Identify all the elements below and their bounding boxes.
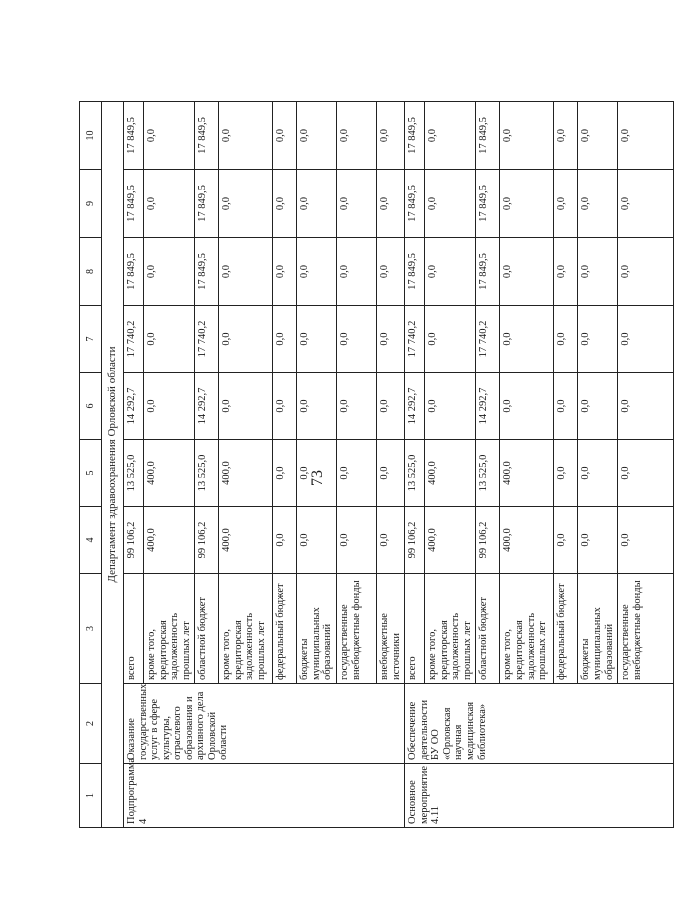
amount-cell: 0,0 (578, 507, 618, 574)
column-number-cell: 10 (80, 102, 102, 170)
amount-cell: 0,0 (618, 440, 674, 507)
amount-cell: 17 849,5 (195, 102, 219, 170)
amount-cell: 0,0 (554, 170, 578, 238)
amount-cell: 0,0 (273, 306, 297, 373)
amount-cell: 17 849,5 (405, 102, 425, 170)
program-name-cell: Оказание государственных услуг в сфере культуры, отраслевого образования и архивного дела Орловской области (124, 684, 405, 764)
table-row (405, 102, 425, 828)
amount-cell: 17 849,5 (195, 238, 219, 306)
amount-cell: 0,0 (425, 170, 476, 238)
amount-cell: 0,0 (425, 102, 476, 170)
amount-cell: 0,0 (219, 306, 273, 373)
amount-cell: 17 849,5 (405, 170, 425, 238)
amount-cell: 0,0 (425, 373, 476, 440)
amount-cell: 0,0 (377, 238, 405, 306)
column-number-cell: 1 (80, 764, 102, 828)
column-number-cell: 8 (80, 238, 102, 306)
amount-cell: 400,0 (425, 507, 476, 574)
amount-cell: 0,0 (377, 170, 405, 238)
funding-source-cell: внебюджетные источники (377, 574, 405, 684)
amount-cell: 0,0 (578, 238, 618, 306)
program-code-cell: Основное мероприятие 4.11 (405, 764, 674, 828)
amount-cell: 14 292,7 (195, 373, 219, 440)
department-row (102, 102, 124, 828)
amount-cell: 0,0 (297, 238, 337, 306)
amount-cell: 0,0 (337, 102, 377, 170)
amount-cell: 0,0 (337, 440, 377, 507)
amount-cell: 0,0 (144, 306, 195, 373)
amount-cell: 0,0 (578, 306, 618, 373)
amount-cell: 0,0 (578, 440, 618, 507)
amount-cell: 400,0 (425, 440, 476, 507)
funding-source-cell: бюджеты муниципальных образований (297, 574, 337, 684)
amount-cell: 17 849,5 (124, 238, 144, 306)
amount-cell: 0,0 (273, 170, 297, 238)
department-cell: Департамент здравоохранения Орловской области (102, 102, 124, 828)
amount-cell: 0,0 (273, 102, 297, 170)
amount-cell: 0,0 (297, 306, 337, 373)
amount-cell: 0,0 (500, 306, 554, 373)
amount-cell: 0,0 (337, 238, 377, 306)
amount-cell: 0,0 (144, 170, 195, 238)
column-number-cell: 2 (80, 684, 102, 764)
amount-cell: 0,0 (273, 440, 297, 507)
amount-cell: 0,0 (297, 507, 337, 574)
amount-cell: 17 849,5 (476, 170, 500, 238)
amount-cell: 0,0 (425, 306, 476, 373)
amount-cell: 0,0 (337, 507, 377, 574)
amount-cell: 0,0 (377, 102, 405, 170)
amount-cell: 17 849,5 (124, 170, 144, 238)
amount-cell: 13 525,0 (195, 440, 219, 507)
amount-cell: 0,0 (500, 238, 554, 306)
amount-cell: 0,0 (554, 440, 578, 507)
amount-cell: 13 525,0 (476, 440, 500, 507)
page-number: 73 (309, 470, 326, 486)
funding-source-cell: бюджеты муниципальных образований (578, 574, 618, 684)
amount-cell: 0,0 (297, 170, 337, 238)
amount-cell: 0,0 (377, 306, 405, 373)
funding-source-cell: кроме того, кредиторская задолженность прошлых лет (144, 574, 195, 684)
funding-source-cell: всего (124, 574, 144, 684)
funding-source-cell: кроме того, кредиторская задолженность прошлых лет (500, 574, 554, 684)
rotated-table-wrapper (79, 102, 644, 828)
column-number-cell: 3 (80, 574, 102, 684)
amount-cell: 400,0 (219, 440, 273, 507)
funding-source-cell: областной бюджет (195, 574, 219, 684)
amount-cell: 0,0 (337, 306, 377, 373)
amount-cell: 17 849,5 (476, 238, 500, 306)
funding-source-cell: всего (405, 574, 425, 684)
amount-cell: 99 106,2 (124, 507, 144, 574)
amount-cell: 0,0 (618, 306, 674, 373)
amount-cell: 0,0 (144, 102, 195, 170)
amount-cell: 0,0 (273, 507, 297, 574)
amount-cell: 0,0 (500, 102, 554, 170)
amount-cell: 0,0 (144, 238, 195, 306)
amount-cell: 400,0 (144, 507, 195, 574)
amount-cell: 0,0 (297, 102, 337, 170)
amount-cell: 400,0 (500, 507, 554, 574)
amount-cell: 99 106,2 (195, 507, 219, 574)
amount-cell: 0,0 (554, 373, 578, 440)
funding-source-cell: кроме того, кредиторская задолженность прошлых лет (425, 574, 476, 684)
amount-cell: 17 740,2 (476, 306, 500, 373)
amount-cell: 13 525,0 (405, 440, 425, 507)
amount-cell: 14 292,7 (124, 373, 144, 440)
table-body (80, 102, 674, 828)
amount-cell: 0,0 (618, 373, 674, 440)
amount-cell: 400,0 (219, 507, 273, 574)
amount-cell: 0,0 (297, 373, 337, 440)
column-number-cell: 9 (80, 170, 102, 238)
column-number-cell: 5 (80, 440, 102, 507)
amount-cell: 0,0 (219, 102, 273, 170)
amount-cell: 400,0 (500, 440, 554, 507)
funding-source-cell: федеральный бюджет (554, 574, 578, 684)
amount-cell: 0,0 (273, 373, 297, 440)
amount-cell: 0,0 (297, 440, 337, 507)
column-number-cell: 6 (80, 373, 102, 440)
amount-cell: 17 849,5 (195, 170, 219, 238)
column-number-cell: 4 (80, 507, 102, 574)
amount-cell: 17 740,2 (124, 306, 144, 373)
amount-cell: 0,0 (377, 507, 405, 574)
amount-cell: 400,0 (144, 440, 195, 507)
amount-cell: 0,0 (554, 102, 578, 170)
amount-cell: 0,0 (377, 440, 405, 507)
amount-cell: 0,0 (425, 238, 476, 306)
amount-cell: 17 849,5 (124, 102, 144, 170)
funding-source-cell: кроме того, кредиторская задолженность прошлых лет (219, 574, 273, 684)
amount-cell: 0,0 (554, 238, 578, 306)
column-number-cell: 7 (80, 306, 102, 373)
amount-cell: 0,0 (219, 238, 273, 306)
amount-cell: 0,0 (377, 373, 405, 440)
amount-cell: 99 106,2 (405, 507, 425, 574)
amount-cell: 14 292,7 (476, 373, 500, 440)
amount-cell: 0,0 (500, 170, 554, 238)
amount-cell: 0,0 (144, 373, 195, 440)
amount-cell: 0,0 (578, 102, 618, 170)
funding-source-cell: федеральный бюджет (273, 574, 297, 684)
amount-cell: 0,0 (578, 170, 618, 238)
amount-cell: 14 292,7 (405, 373, 425, 440)
header-row (80, 102, 102, 828)
amount-cell: 0,0 (618, 170, 674, 238)
amount-cell: 0,0 (219, 373, 273, 440)
table-row (124, 102, 144, 828)
amount-cell: 99 106,2 (476, 507, 500, 574)
funding-source-cell: государственные внебюджетные фонды (337, 574, 377, 684)
amount-cell: 13 525,0 (124, 440, 144, 507)
amount-cell: 0,0 (337, 170, 377, 238)
amount-cell: 0,0 (618, 238, 674, 306)
amount-cell: 0,0 (578, 373, 618, 440)
amount-cell: 0,0 (273, 238, 297, 306)
amount-cell: 0,0 (618, 507, 674, 574)
amount-cell: 17 849,5 (405, 238, 425, 306)
amount-cell: 0,0 (500, 373, 554, 440)
amount-cell: 0,0 (554, 306, 578, 373)
amount-cell: 17 740,2 (195, 306, 219, 373)
amount-cell: 0,0 (554, 507, 578, 574)
amount-cell: 0,0 (337, 373, 377, 440)
amount-cell: 0,0 (219, 170, 273, 238)
program-name-cell: Обеспечение деятельности БУ ОО «Орловская научная медицинская библиотека» (405, 684, 674, 764)
amount-cell: 17 849,5 (476, 102, 500, 170)
funding-source-cell: областной бюджет (476, 574, 500, 684)
amount-cell: 17 740,2 (405, 306, 425, 373)
funding-source-cell: государственные внебюджетные фонды (618, 574, 674, 684)
budget-table (79, 101, 674, 828)
amount-cell: 0,0 (618, 102, 674, 170)
program-code-cell: Подпрограмма 4 (124, 764, 405, 828)
